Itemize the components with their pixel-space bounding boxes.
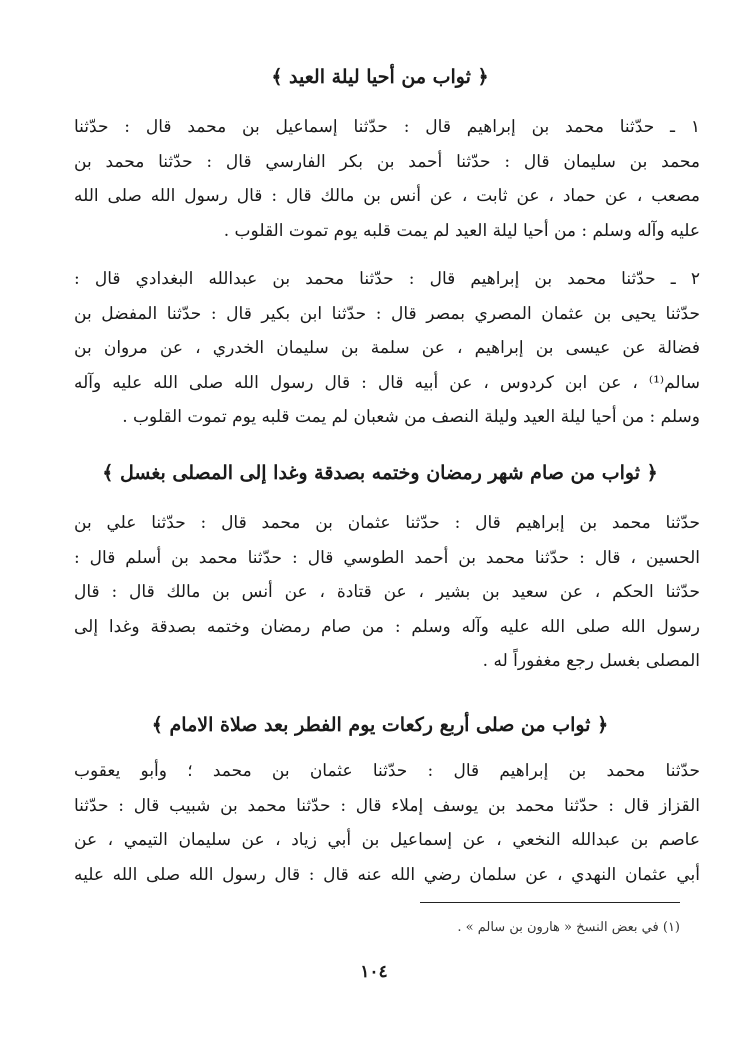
text-line: حدّثنا محمد بن إبراهيم قال : حدّثنا عثمان بن محمد ؛ وأبو يعقوب [74, 761, 700, 781]
text-line: المصلى بغسل رجع مغفوراً له . [482, 651, 700, 671]
footnote-divider [420, 902, 680, 903]
text-line: حدّثنا محمد بن إبراهيم قال : حدّثنا عثمان بن محمد قال : حدّثنا علي بن [74, 513, 700, 533]
text-line: رسول الله صلى الله عليه وآله وسلم : من صام رمضان وختمه بصدقة وغدا إلى [74, 616, 700, 637]
text-line: عاصم بن عبدالله النخعي ، عن إسماعيل بن أبي زياد ، عن سليمان التيمي ، عن [74, 830, 700, 850]
text-line: ٢ ـ حدّثنا محمد بن إبراهيم قال : حدّثنا محمد بن عبدالله البغدادي قال : [74, 269, 700, 289]
paragraph-1 [74, 110, 700, 248]
paragraph-3 [74, 506, 700, 679]
paragraph-4 [74, 754, 700, 892]
section-heading-1: ﴿ ثواب من أحيا ليلة العيد ﴾ [271, 66, 489, 88]
text-line: سالم⁽¹⁾ ، عن ابن كردوس ، عن أبيه قال : قال رسول الله صلى الله عليه وآله [74, 372, 700, 393]
text-line: وسلم : من أحيا ليلة العيد وليلة النصف من شعبان لم يمت قلبه يوم تموت القلوب . [122, 407, 700, 427]
text-line: حدّثنا يحيى بن عثمان المصري بمصر قال : حدّثنا ابن بكير قال : حدّثنا المفضل بن [74, 303, 700, 324]
paragraph-2 [74, 262, 700, 435]
text-line: القزاز قال : حدّثنا محمد بن يوسف إملاء قال : حدّثنا محمد بن شبيب قال : حدّثنا [74, 795, 700, 816]
text-line: ١ ـ حدّثنا محمد بن إبراهيم قال : حدّثنا إسماعيل بن محمد قال : حدّثنا [74, 117, 700, 137]
text-line: عليه وآله وسلم : من أحيا ليلة العيد لم يمت قلبه يوم تموت القلوب . [223, 220, 700, 241]
text-line: محمد بن سليمان قال : حدّثنا أحمد بن بكر الفارسي قال : حدّثنا محمد بن [74, 151, 700, 172]
text-line: أبي عثمان النهدي ، عن سلمان رضي الله عنه قال : قال رسول الله صلى الله عليه [74, 864, 700, 885]
text-line: حدّثنا الحكم ، عن سعيد بن بشير ، عن قتادة ، عن أنس بن مالك قال : قال [74, 582, 700, 602]
text-line: الحسين ، قال : حدّثنا محمد بن أحمد الطوسي قال : حدّثنا محمد بن أسلم قال : [74, 547, 700, 568]
text-line: مصعب ، عن حماد ، عن ثابت ، عن أنس بن مالك قال : قال رسول الله صلى الله [74, 186, 700, 206]
text-line: فضالة عن عيسى بن إبراهيم ، عن سلمة بن سليمان الخدري ، عن مروان بن [74, 338, 700, 358]
section-heading-3: ﴿ ثواب من صلى أربع ركعات يوم الفطر بعد صلاة الامام ﴾ [151, 714, 609, 736]
page-number: ١٠٤ [360, 962, 388, 982]
section-heading-2: ﴿ ثواب من صام شهر رمضان وختمه بصدقة وغدا إلى المصلى بغسل ﴾ [102, 462, 658, 484]
footnote: (١) في بعض النسخ « هارون بن سالم » . [457, 920, 680, 935]
